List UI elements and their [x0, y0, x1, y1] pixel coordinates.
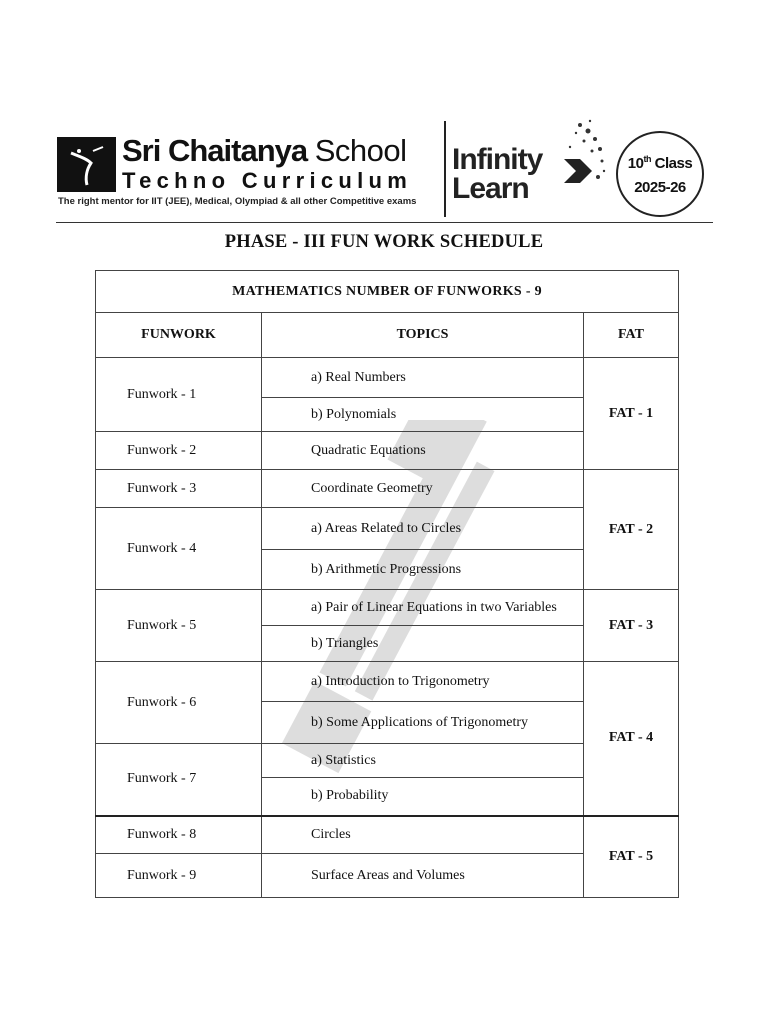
funwork-cell: Funwork - 8 [96, 816, 262, 854]
infinity-learn-logo [452, 145, 612, 215]
fat-cell: FAT - 3 [584, 590, 679, 662]
topic-cell: Quadratic Equations [262, 432, 584, 470]
topic-cell: Circles [262, 816, 584, 854]
column-header-fat: FAT [584, 313, 679, 358]
topic-cell: Coordinate Geometry [262, 470, 584, 508]
topic-cell: b) Arithmetic Progressions [262, 550, 584, 590]
funwork-cell: Funwork - 1 [96, 358, 262, 432]
funwork-cell: Funwork - 7 [96, 744, 262, 816]
class-suffix: th [643, 154, 651, 164]
topic-cell: b) Polynomials [262, 398, 584, 432]
topic-cell: a) Pair of Linear Equations in two Variables [262, 590, 584, 626]
topic-cell: b) Some Applications of Trigonometry [262, 702, 584, 744]
funwork-cell: Funwork - 2 [96, 432, 262, 470]
funwork-cell: Funwork - 9 [96, 854, 262, 898]
funwork-schedule-table [95, 270, 679, 898]
page-header [0, 0, 768, 225]
funwork-cell: Funwork - 4 [96, 508, 262, 590]
header-divider [444, 121, 446, 217]
topic-cell: a) Statistics [262, 744, 584, 778]
fat-cell: FAT - 4 [584, 662, 679, 816]
fat-cell: FAT - 5 [584, 816, 679, 898]
table-caption: MATHEMATICS NUMBER OF FUNWORKS - 9 [96, 271, 679, 313]
class-badge [616, 131, 704, 217]
brand-name-text: Sri Chaitanya [122, 133, 308, 168]
brand-school-text: School [314, 133, 407, 168]
partner-line-1: Infinity [452, 143, 543, 176]
fat-cell: FAT - 1 [584, 358, 679, 470]
funwork-cell: Funwork - 6 [96, 662, 262, 744]
class-word: Class [654, 155, 693, 172]
topic-cell: b) Triangles [262, 626, 584, 662]
page-title: PHASE - III FUN WORK SCHEDULE [224, 232, 544, 252]
topic-cell: Surface Areas and Volumes [262, 854, 584, 898]
brand-subtitle: Techno Curriculum [122, 168, 413, 193]
partner-line-2: Learn [452, 172, 529, 205]
funwork-cell: Funwork - 5 [96, 590, 262, 662]
academic-year: 2025-26 [634, 179, 686, 196]
header-rule [56, 222, 713, 223]
topic-cell: b) Probability [262, 778, 584, 816]
school-logo [57, 137, 116, 192]
column-header-topics: TOPICS [262, 313, 584, 358]
fat-cell: FAT - 2 [584, 470, 679, 590]
brand-tagline: The right mentor for IIT (JEE), Medical, Olympiad & all other Competitive exams [58, 196, 417, 207]
funwork-cell: Funwork - 3 [96, 470, 262, 508]
logo-emblem-icon [57, 137, 116, 192]
class-number: 10 [627, 155, 644, 172]
topic-cell: a) Areas Related to Circles [262, 508, 584, 550]
column-header-funwork: FUNWORK [96, 313, 262, 358]
topic-cell: a) Real Numbers [262, 358, 584, 398]
topic-cell: a) Introduction to Trigonometry [262, 662, 584, 702]
arrow-splash-icon [540, 117, 610, 197]
brand-name [122, 133, 442, 193]
